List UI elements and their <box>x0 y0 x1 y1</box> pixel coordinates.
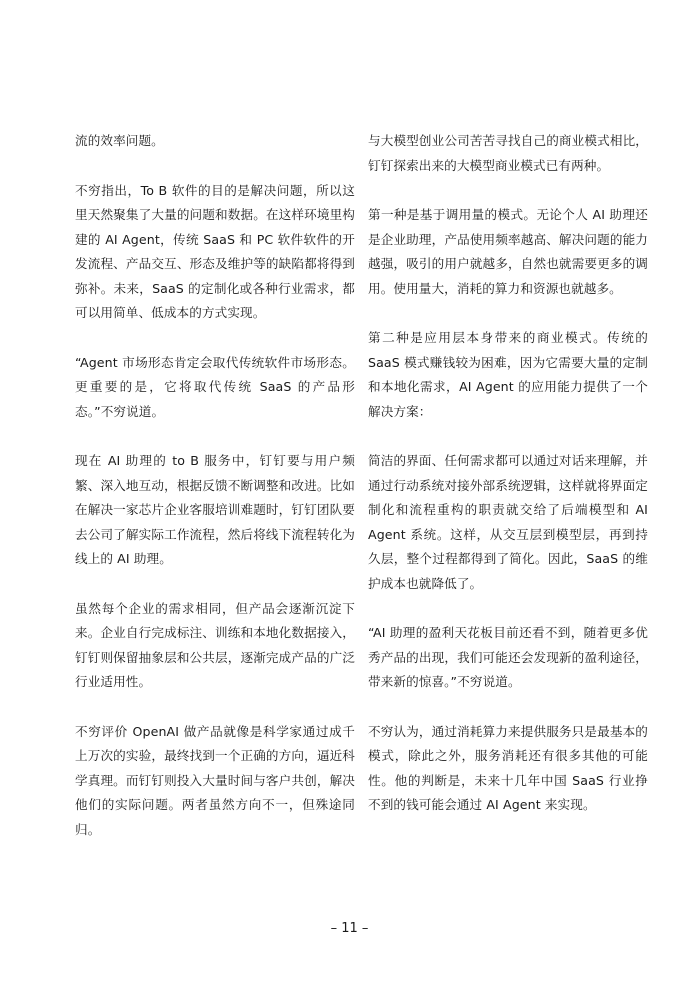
paragraph: 简洁的界面、任何需求都可以通过对话来理解，并通过行动系统对接外部系统逻辑，这样就将界面定制化和流程重构的职责就交给了后端模型和 AI Agent 系统。这样，从交互层到模型层，再到持久层，整个过程都得到了简化。因此，SaaS 的维护成本也就降低了。 <box>368 453 648 591</box>
paragraph: 虽然每个企业的需求相同，但产品会逐渐沉淀下来。企业自行完成标注、训练和本地化数据接入，钉钉则保留抽象层和公共层，逐渐完成产品的广泛行业适用性。 <box>75 600 355 689</box>
paragraph: 不穷评价 OpenAI 做产品就像是科学家通过成千上万次的实验，最终找到一个正确的方向，逼近科学真理。而钉钉则投入大量时间与客户共创，解决他们的实际问题。两者虽然方向不一，但殊途同归。 <box>75 723 355 837</box>
page-number: – 11 – <box>330 921 369 936</box>
paragraph: 现在 AI 助理的 to B 服务中，钉钉要与用户频繁、深入地互动，根据反馈不断调整和改进。比如在解决一家芯片企业客服培训难题时，钉钉团队要去公司了解实际工作流程，然后将线下流程转化为线上的 AI 助理。 <box>75 453 355 566</box>
paragraph: “Agent 市场形态肯定会取代传统软件市场形态。更重要的是，它将取代传统 SaaS 的产品形态。”不穷说道。 <box>75 354 355 419</box>
paragraph: 不穷认为，通过消耗算力来提供服务只是最基本的模式，除此之外，服务消耗还有很多其他的可能性。他的判断是，未来十几年中国 SaaS 行业挣不到的钱可能会通过 AI Agent 来实现。 <box>368 723 648 812</box>
paragraph: 第二种是应用层本身带来的商业模式。传统的 SaaS 模式赚钱较为困难，因为它需要大量的定制和本地化需求，AI Agent 的应用能力提供了一个解决方案： <box>368 330 648 419</box>
left-column <box>75 129 355 867</box>
paragraph: “AI 助理的盈利天花板目前还看不到，随着更多优秀产品的出现，我们可能还会发现新的盈利途径，带来新的惊喜。”不穷说道。 <box>368 625 648 689</box>
paragraph: 与大模型创业公司苦苦寻找自己的商业模式相比，钉钉探索出来的大模型商业模式已有两种。 <box>368 133 648 173</box>
paragraph: 流的效率问题。 <box>75 133 164 148</box>
right-column <box>368 129 648 843</box>
paragraph: 不穷指出，To B 软件的目的是解决问题，所以这里天然聚集了大量的问题和数据。在这样环境里构建的 AI Agent，传统 SaaS 和 PC 软件软件的开发流程、产品交互、形态及维护等的缺陷都将得到弥补。未来，SaaS 的定制化或各种行业需求，都可以用简单、低成本的方式实现。 <box>75 182 355 320</box>
paragraph: 第一种是基于调用量的模式。无论个人 AI 助理还是企业助理，产品使用频率越高、解决问题的能力越强，吸引的用户就越多，自然也就需要更多的调用。使用量大，消耗的算力和资源也就越多。 <box>368 207 648 296</box>
